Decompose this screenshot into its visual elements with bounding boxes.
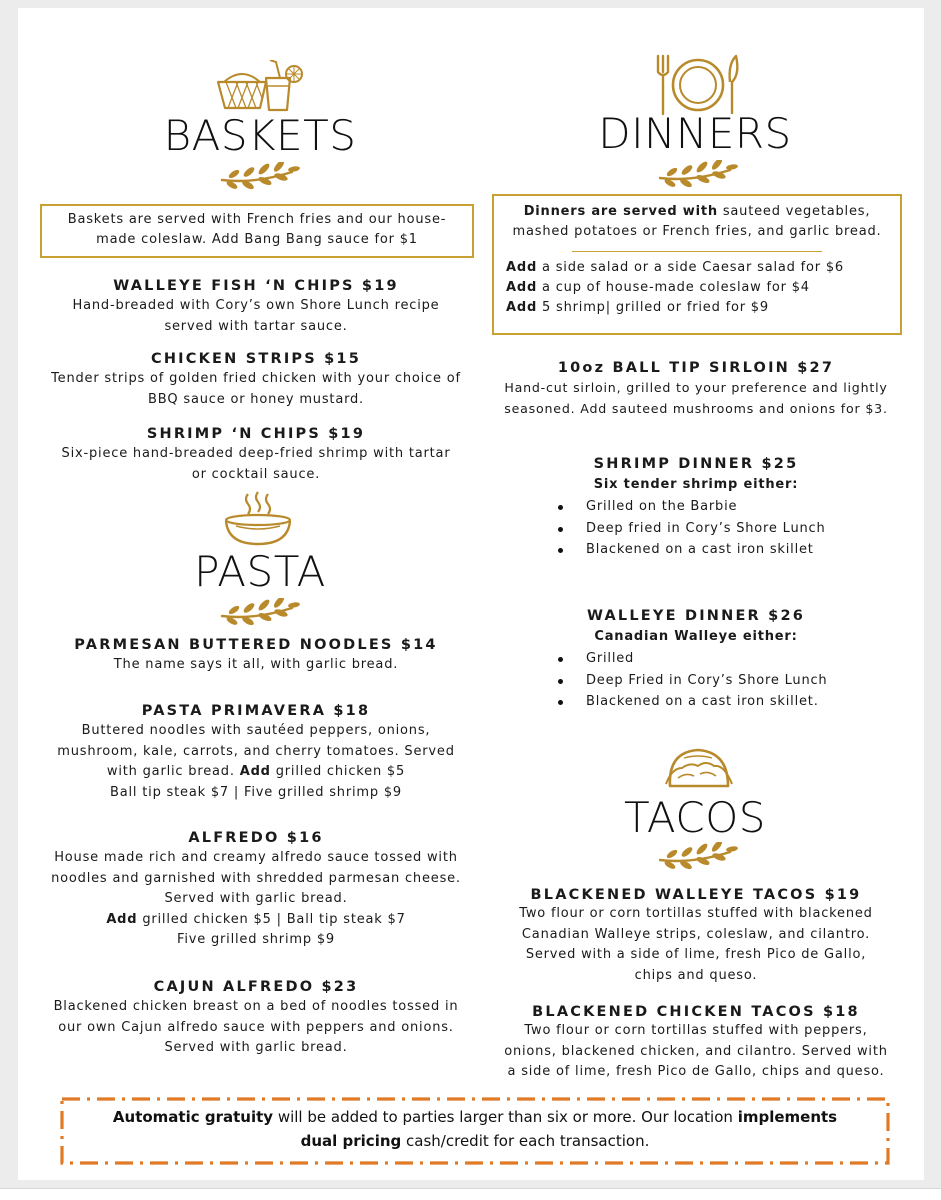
menu-item: [488, 606, 904, 648]
menu-item: [488, 1003, 904, 1083]
menu-item: [36, 276, 476, 337]
gratuity-bold: Automatic gratuity: [112, 1108, 274, 1126]
walleye-options: [558, 648, 898, 713]
bullet-icon: [558, 505, 563, 510]
item-desc: a side of lime, fresh Pico de Gallo, chips and queso.: [507, 1064, 885, 1079]
add-label: Add: [506, 300, 538, 315]
option-text: Deep Fried in Cory’s Shore Lunch: [586, 672, 828, 688]
item-desc-text: with garlic bread.: [106, 764, 235, 779]
bullet-icon: [558, 679, 563, 684]
option-text: Grilled on the Barbie: [586, 499, 738, 514]
baskets-info-line: Baskets are served with French fries and our house-: [67, 212, 447, 227]
item-desc: served with tartar sauce.: [164, 318, 348, 334]
item-desc-text: grilled chicken $5: [275, 764, 406, 779]
item-desc: onions, blackened chicken, and cilantro. Served with: [504, 1043, 888, 1059]
item-subtitle: Canadian Walleye either:: [594, 629, 798, 644]
dinners-heading: DINNERS: [598, 109, 792, 158]
item-title: WALLEYE DINNER $26: [586, 608, 806, 624]
dinners-info-bold: Dinners are served with: [523, 204, 718, 219]
bullet-icon: [558, 700, 563, 705]
item-desc: House made rich and creamy alfredo sauce tossed with: [54, 850, 458, 865]
wheat-branch-icon: [652, 160, 742, 190]
divider: [572, 251, 822, 252]
item-desc: mushroom, kale, carrots, and cherry tomatoes. Served: [57, 743, 455, 759]
item-title: 10oz BALL TIP SIRLOIN $27: [557, 360, 835, 376]
item-desc: Canadian Walleye strips, coleslaw, and cilantro.: [521, 926, 871, 942]
item-title: WALLEYE FISH ‘N CHIPS $19: [113, 278, 399, 294]
menu-item: [36, 977, 476, 1059]
item-title: PASTA PRIMAVERA $18: [141, 703, 371, 719]
list-item: [558, 691, 898, 713]
item-desc: Six-piece hand-breaded deep-fried shrimp with tartar: [61, 446, 451, 461]
item-desc: noodles and garnished with shredded parmesan cheese.: [51, 870, 461, 886]
baskets-heading: BASKETS: [163, 111, 357, 160]
item-desc: chips and queso.: [634, 967, 758, 983]
pasta-heading: PASTA: [194, 547, 326, 596]
bullet-icon: [558, 548, 563, 553]
gratuity-bold: implements: [737, 1108, 838, 1126]
wheat-branch-icon: [214, 162, 304, 192]
wheat-branch-icon: [214, 598, 304, 628]
item-desc: Five grilled shrimp $9: [177, 932, 335, 947]
list-item: [558, 496, 898, 518]
item-desc: Ball tip steak $7 | Five grilled shrimp $9: [110, 784, 402, 800]
item-title: PARMESAN BUTTERED NOODLES $14: [74, 637, 438, 653]
add-line: [494, 298, 900, 318]
add-label: Add: [106, 911, 138, 927]
shrimp-options: [558, 496, 898, 561]
list-item: [558, 539, 898, 561]
add-label: Add: [506, 260, 538, 275]
item-desc: The name says it all, with garlic bread.: [113, 657, 399, 672]
tacos-heading: TACOS: [624, 793, 766, 842]
item-title: CHICKEN STRIPS $15: [150, 351, 362, 367]
item-desc: Tender strips of golden fried chicken with your choice of: [51, 371, 461, 386]
item-desc: seasoned. Add sauteed mushrooms and onions for $3.: [504, 400, 888, 416]
option-text: Grilled: [586, 651, 635, 666]
item-desc: Served with a side of lime, fresh Pico de Gallo,: [525, 947, 867, 962]
item-desc: Buttered noodles with sautéed peppers, onions,: [81, 723, 431, 738]
add-label: Add: [506, 280, 538, 295]
item-desc: or cocktail sauce.: [191, 466, 321, 482]
menu-item: [36, 349, 476, 410]
item-desc: [36, 762, 476, 783]
item-desc: Hand-breaded with Cory’s own Shore Lunch recipe: [72, 298, 440, 313]
add-label: Add: [239, 764, 271, 779]
item-title: CAJUN ALFREDO $23: [153, 979, 359, 995]
list-item: [558, 518, 898, 540]
item-desc: [36, 910, 476, 931]
menu-item: [36, 701, 476, 803]
dinners-info-line: mashed potatoes or French fries, and garlic bread.: [512, 224, 882, 239]
menu-item: [488, 358, 904, 419]
menu-item: [36, 828, 476, 951]
item-title: SHRIMP DINNER $25: [593, 456, 799, 472]
wheat-branch-icon: [652, 842, 742, 872]
baskets-info-box: [40, 204, 474, 258]
menu-item: [36, 424, 476, 485]
item-desc: BBQ sauce or honey mustard.: [148, 391, 364, 407]
add-line: [494, 258, 900, 278]
item-title: BLACKENED WALLEYE TACOS $19: [530, 887, 862, 903]
item-desc: Two flour or corn tortillas stuffed with peppers,: [524, 1023, 868, 1038]
basket-drink-icon: [214, 60, 304, 114]
option-text: Deep fried in Cory’s Shore Lunch: [586, 520, 826, 536]
next-page-edge: [0, 1188, 941, 1200]
item-desc: Served with garlic bread.: [164, 1040, 348, 1055]
item-desc: Served with garlic bread.: [164, 891, 348, 906]
menu-item: [36, 635, 476, 676]
dinners-info-line: [494, 200, 900, 222]
add-line: [494, 278, 900, 298]
list-item: [558, 670, 898, 692]
menu-item: [488, 886, 904, 986]
bullet-icon: [558, 527, 563, 532]
item-desc-text: grilled chicken $5 | Ball tip steak $7: [142, 911, 406, 927]
item-title: ALFREDO $16: [188, 830, 324, 846]
dinners-info-box: [492, 194, 902, 335]
taco-icon: [664, 744, 734, 790]
gratuity-text-part: cash/credit for each transaction.: [406, 1132, 650, 1150]
list-item: [558, 648, 898, 670]
baskets-info-line: made coleslaw. Add Bang Bang sauce for $1: [96, 232, 418, 247]
item-title: BLACKENED CHICKEN TACOS $18: [532, 1004, 860, 1020]
add-text: a side salad or a side Caesar salad for $6: [542, 260, 844, 275]
item-desc: our own Cajun alfredo sauce with peppers and onions.: [58, 1019, 454, 1035]
gratuity-text: [60, 1105, 890, 1153]
gratuity-notice: [60, 1097, 890, 1165]
add-text: a cup of house-made coleslaw for $4: [542, 280, 810, 295]
gratuity-text-part: will be added to parties larger than six or more. Our location: [277, 1108, 733, 1126]
add-text: 5 shrimp| grilled or fried for $9: [542, 300, 769, 315]
item-desc: Hand-cut sirloin, grilled to your preference and lightly: [504, 380, 888, 395]
item-title: SHRIMP ‘N CHIPS $19: [146, 426, 366, 442]
menu-item: [488, 454, 904, 496]
bullet-icon: [558, 657, 563, 662]
item-desc: Blackened chicken breast on a bed of noodles tossed in: [53, 999, 459, 1014]
item-subtitle: Six tender shrimp either:: [593, 477, 799, 492]
steaming-bowl-icon: [222, 490, 294, 548]
item-desc: Two flour or corn tortillas stuffed with blackened: [519, 906, 873, 921]
option-text: Blackened on a cast iron skillet.: [586, 694, 819, 709]
dinners-info-rest: sauteed vegetables,: [722, 204, 871, 219]
gratuity-bold: dual pricing: [300, 1132, 402, 1150]
option-text: Blackened on a cast iron skillet: [586, 542, 814, 557]
